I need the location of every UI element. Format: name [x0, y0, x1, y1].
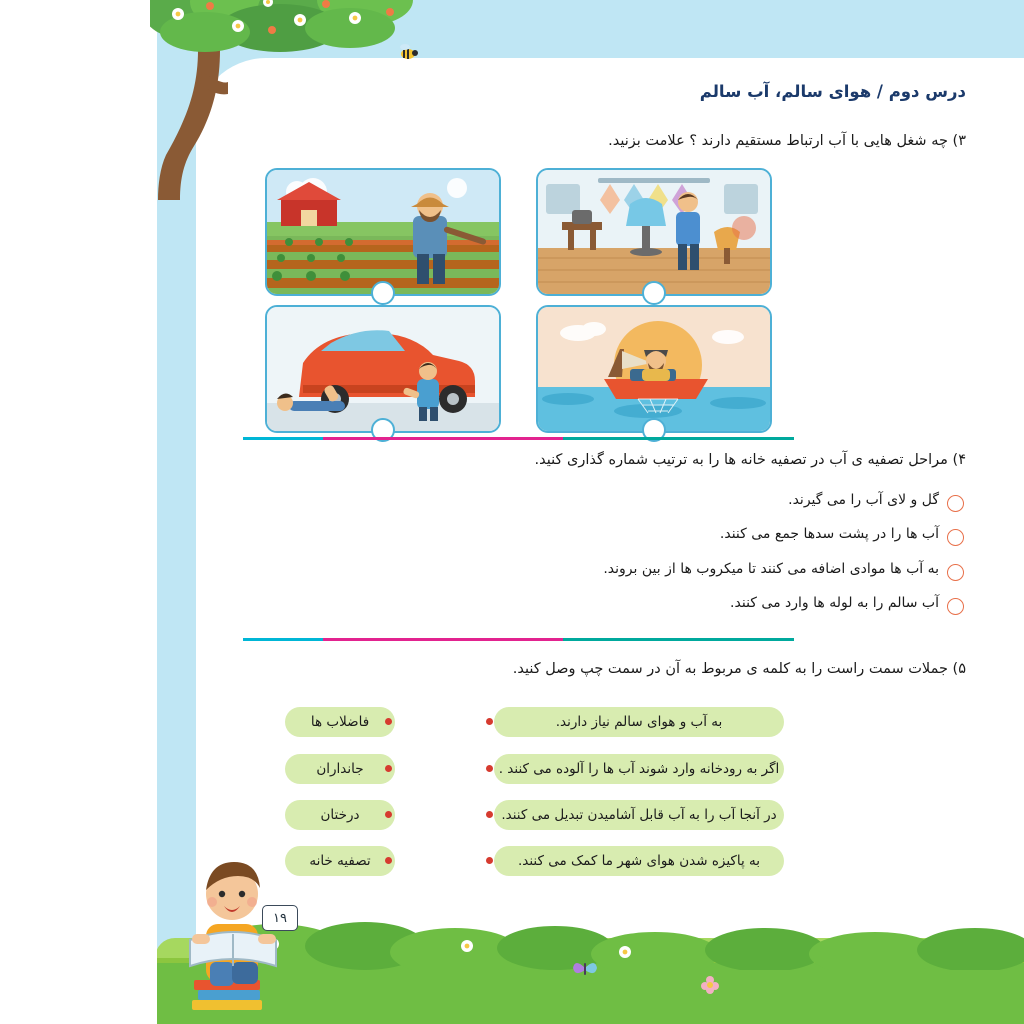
butterfly-icon — [572, 958, 598, 978]
q5-sentence-1[interactable]: به آب و هوای سالم نیاز دارند. — [494, 707, 784, 737]
bee-icon — [394, 42, 420, 62]
q5-word-dot-4[interactable] — [385, 857, 392, 864]
q5-sentence-dot-4[interactable] — [486, 857, 493, 864]
question-4-text: ۴) مراحل تصفیه ی آب در تصفیه خانه ها را به ترتیب شماره گذاری کنید. — [534, 452, 966, 468]
q4-bullet-3[interactable] — [947, 564, 964, 581]
divider-1 — [243, 437, 794, 440]
image-car-repair[interactable] — [265, 305, 501, 433]
image-farmer-field[interactable] — [265, 168, 501, 296]
checkbox-image-2[interactable] — [642, 281, 666, 305]
q4-item-4: آب سالم را به لوله ها وارد می کنند. — [730, 595, 939, 611]
q5-sentence-2[interactable]: اگر به رودخانه وارد شوند آب ها را آلوده می کنند . — [494, 754, 784, 784]
q5-word-dot-1[interactable] — [385, 718, 392, 725]
tree-canopy-icon — [150, 0, 420, 68]
flower-icon — [700, 975, 720, 995]
q5-sentence-dot-3[interactable] — [486, 811, 493, 818]
q5-word-1[interactable]: فاضلاب ها — [285, 707, 395, 737]
q5-sentence-3[interactable]: در آنجا آب را به آب قابل آشامیدن تبدیل می کنند. — [494, 800, 784, 830]
q4-item-1: گل و لای آب را می گیرند. — [788, 492, 939, 508]
q4-bullet-1[interactable] — [947, 495, 964, 512]
q4-bullet-2[interactable] — [947, 529, 964, 546]
q5-word-3[interactable]: درختان — [285, 800, 395, 830]
image-fisherman-boat[interactable] — [536, 305, 772, 433]
q5-word-2[interactable]: جانداران — [285, 754, 395, 784]
q5-word-dot-2[interactable] — [385, 765, 392, 772]
checkbox-image-1[interactable] — [371, 281, 395, 305]
q5-word-dot-3[interactable] — [385, 811, 392, 818]
question-5-text: ۵) جملات سمت راست را به کلمه ی مربوط به آن در سمت چپ وصل کنید. — [512, 661, 966, 677]
image-tailor-workshop[interactable] — [536, 168, 772, 296]
page-number: ۱۹ — [262, 905, 298, 931]
q5-sentence-dot-2[interactable] — [486, 765, 493, 772]
divider-2 — [243, 638, 794, 641]
q4-bullet-4[interactable] — [947, 598, 964, 615]
page-title: درس دوم / هوای سالم، آب سالم — [699, 82, 966, 101]
q5-sentence-dot-1[interactable] — [486, 718, 493, 725]
q5-sentence-4[interactable]: به پاکیزه شدن هوای شهر ما کمک می کنند. — [494, 846, 784, 876]
q5-word-4[interactable]: تصفیه خانه — [285, 846, 395, 876]
q4-item-2: آب ها را در پشت سدها جمع می کنند. — [719, 526, 939, 542]
left-margin — [0, 0, 157, 1024]
q4-item-3: به آب ها موادی اضافه می کنند تا میکروب ها از بین بروند. — [603, 561, 939, 577]
tree-trunk-icon — [158, 50, 228, 200]
question-3-text: ۳) چه شغل هایی با آب ارتباط مستقیم دارند ؟ علامت بزنید. — [608, 133, 966, 149]
